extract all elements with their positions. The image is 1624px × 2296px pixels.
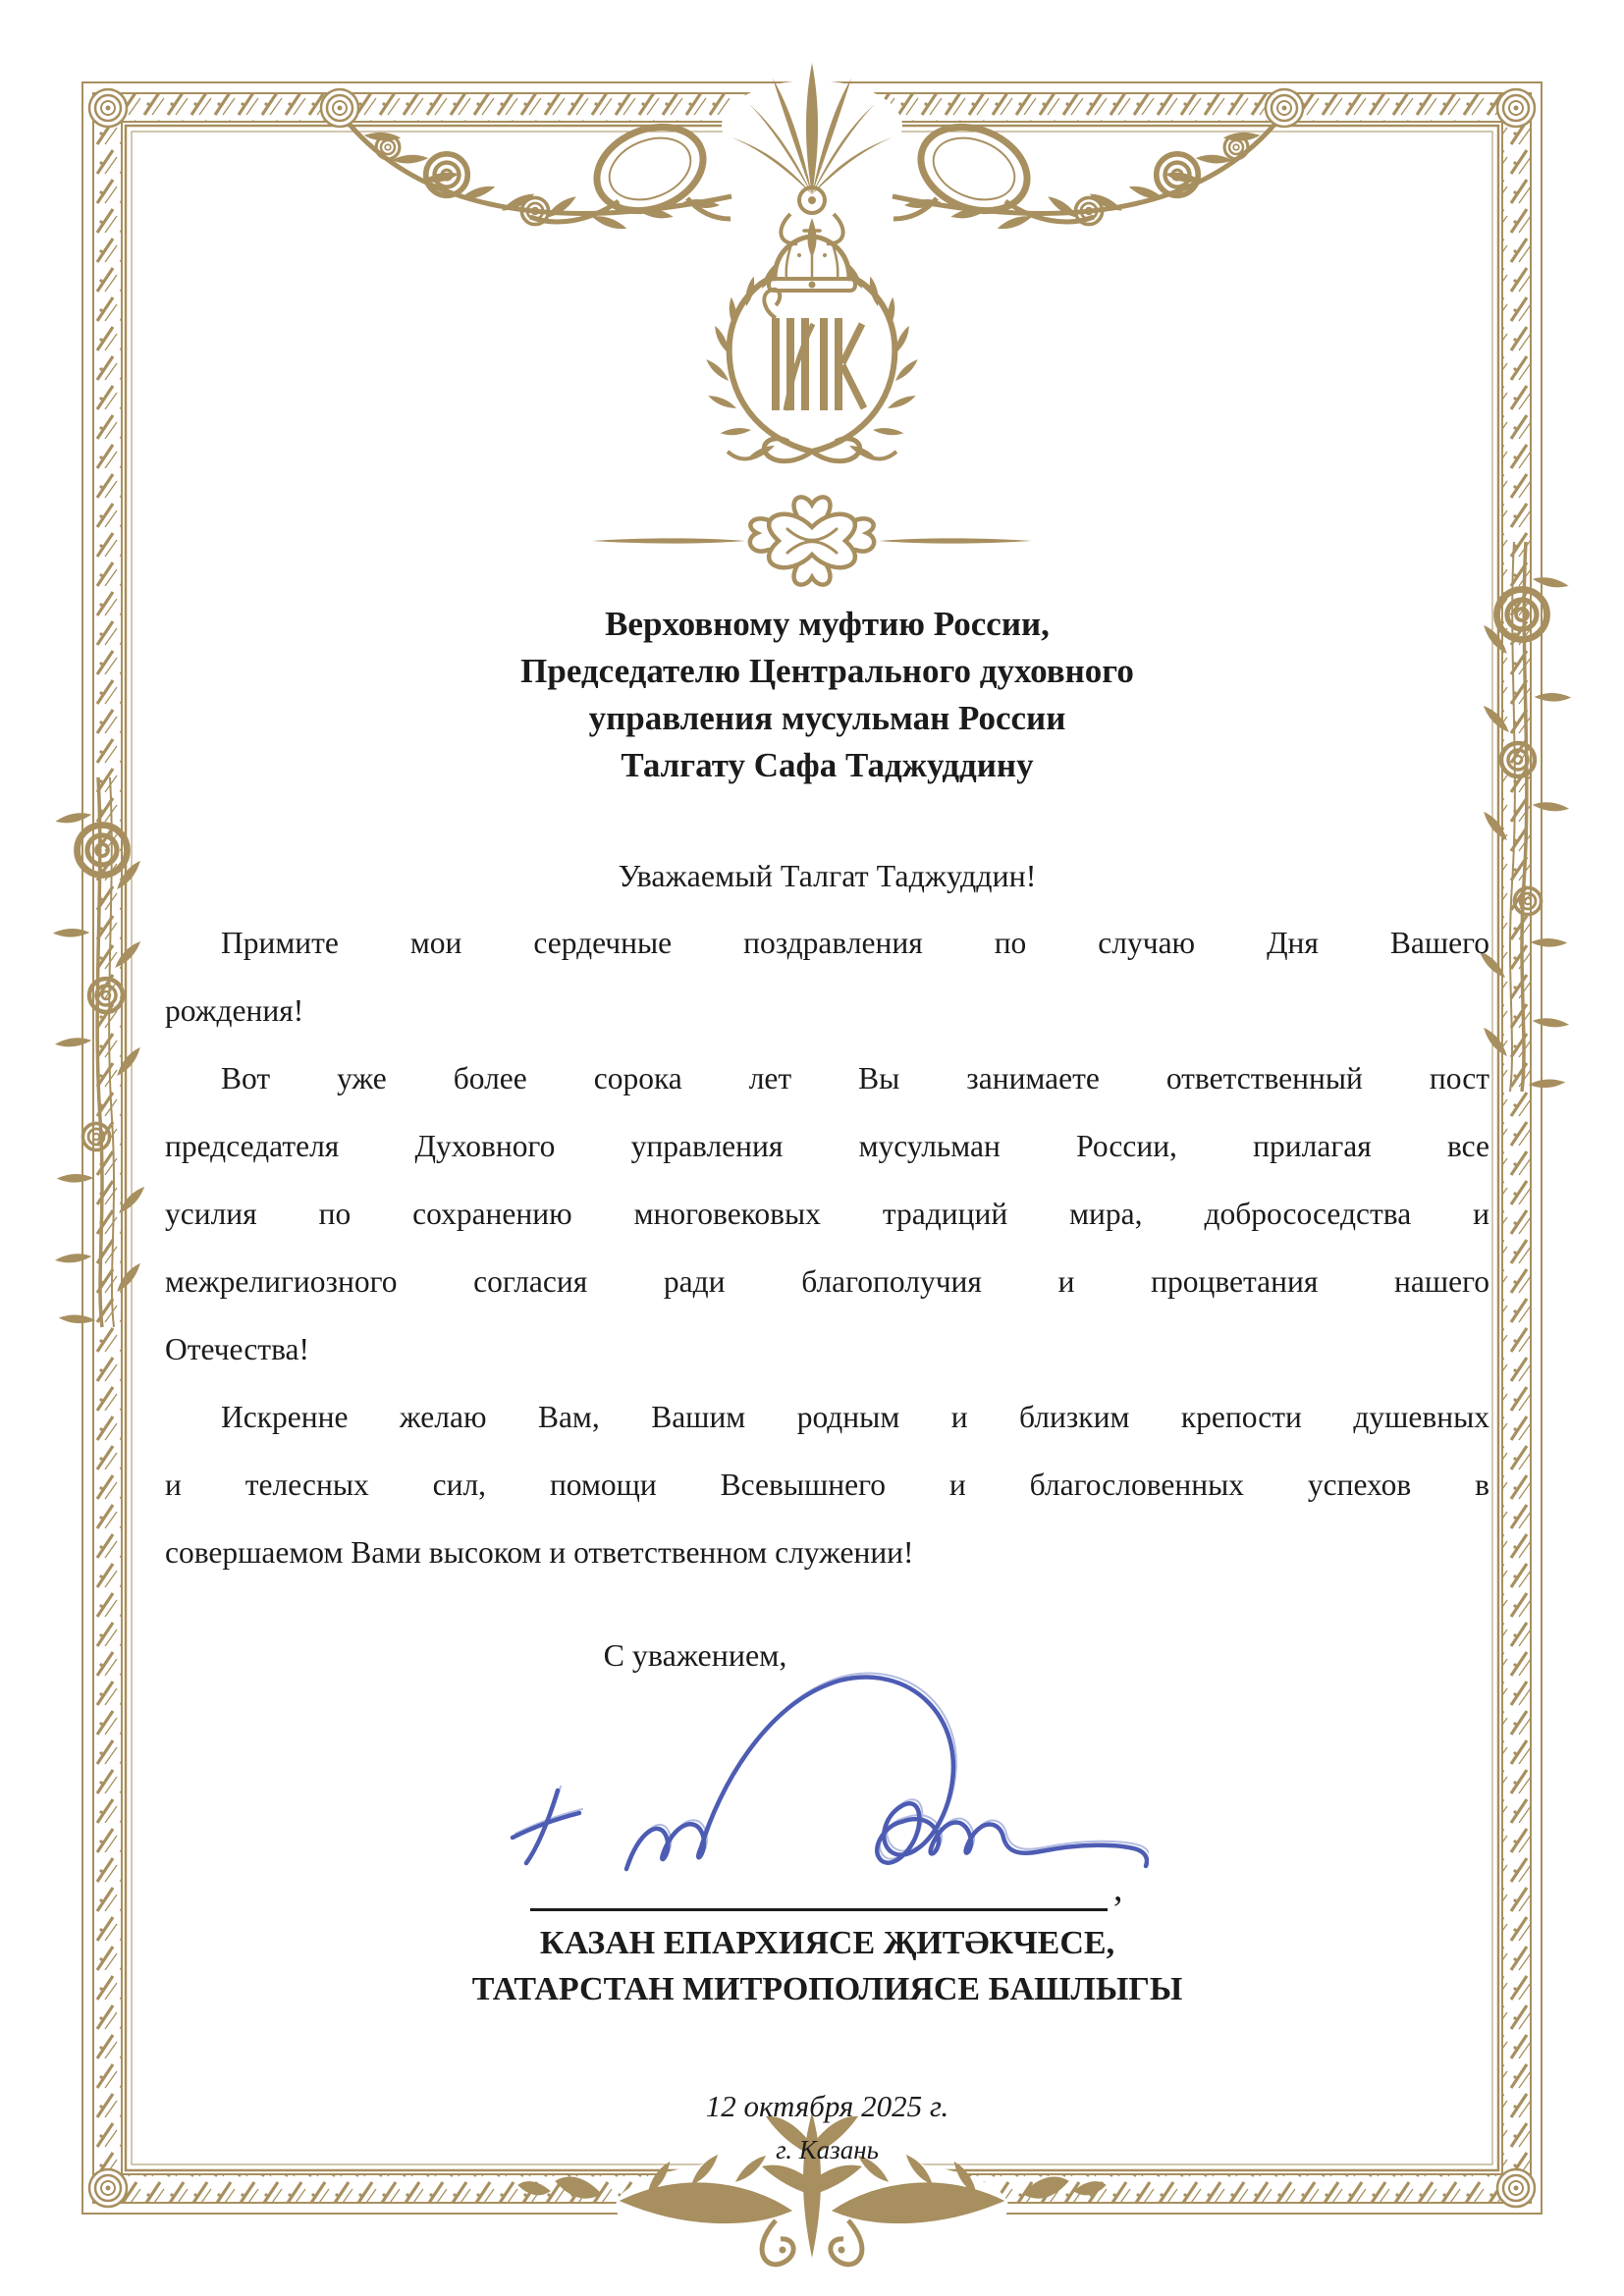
closing-salutation: С уважением, <box>603 1637 787 1673</box>
body-line: и телесных сил, помощи Всевышнего и благословенных успехов в <box>165 1468 1489 1502</box>
letter-date: 12 октября 2025 г. <box>705 2089 949 2123</box>
body-line: Отечества! <box>165 1332 309 1366</box>
calligraphic-knot-divider <box>586 483 1038 599</box>
recipient-line: Председателю Центрального духовного <box>520 652 1134 690</box>
signer-title-line: КАЗАН ЕПАРХИЯСЕ ҖИТӘКЧЕСЕ, <box>539 1925 1115 1961</box>
recipient-line: Верховному муфтию России, <box>605 605 1050 643</box>
body-line: Искренне желаю Вам, Вашим родным и близким крепости душевных <box>221 1400 1489 1434</box>
signer-title-line: ТАТАРСТАН МИТРОПОЛИЯСЕ БАШЛЫГЫ <box>471 1971 1183 2007</box>
body-line: совершаемом Вами высоком и ответственном служении! <box>165 1535 914 1570</box>
body-line: усилия по сохранению многовековых традиций мира, добрососедства и <box>165 1197 1489 1231</box>
signature-comma: , <box>1113 1868 1123 1909</box>
recipient-line: управления мусульман России <box>588 699 1066 737</box>
crowned-monogram-crest-emblem <box>655 218 969 468</box>
date-place-block <box>165 2083 1489 2169</box>
letter-place: г. Казань <box>776 2135 879 2164</box>
handwritten-signature <box>461 1659 1149 1895</box>
letter-body <box>165 909 1489 1586</box>
salutation: Уважаемый Талгат Таджуддин! <box>618 858 1037 893</box>
body-paragraph <box>165 1383 1489 1586</box>
body-line: Примите мои сердечные поздравления по случаю Дня Вашего <box>221 926 1489 960</box>
body-line: Вот уже более сорока лет Вы занимаете ответственный пост <box>221 1061 1489 1095</box>
monogram <box>764 290 864 410</box>
body-paragraph <box>165 1044 1489 1383</box>
recipient-line: Талгату Сафа Таджуддину <box>621 746 1034 784</box>
recipient-block <box>165 601 1489 789</box>
body-line: межрелигиозного согласия ради благополучия и процветания нашего <box>165 1264 1489 1299</box>
body-line: рождения! <box>165 993 304 1028</box>
body-paragraph <box>165 909 1489 1044</box>
signature-line <box>530 1908 1108 1911</box>
signer-title-block <box>165 1920 1489 2012</box>
body-line: председателя Духовного управления мусульман России, прилагая все <box>165 1129 1489 1163</box>
